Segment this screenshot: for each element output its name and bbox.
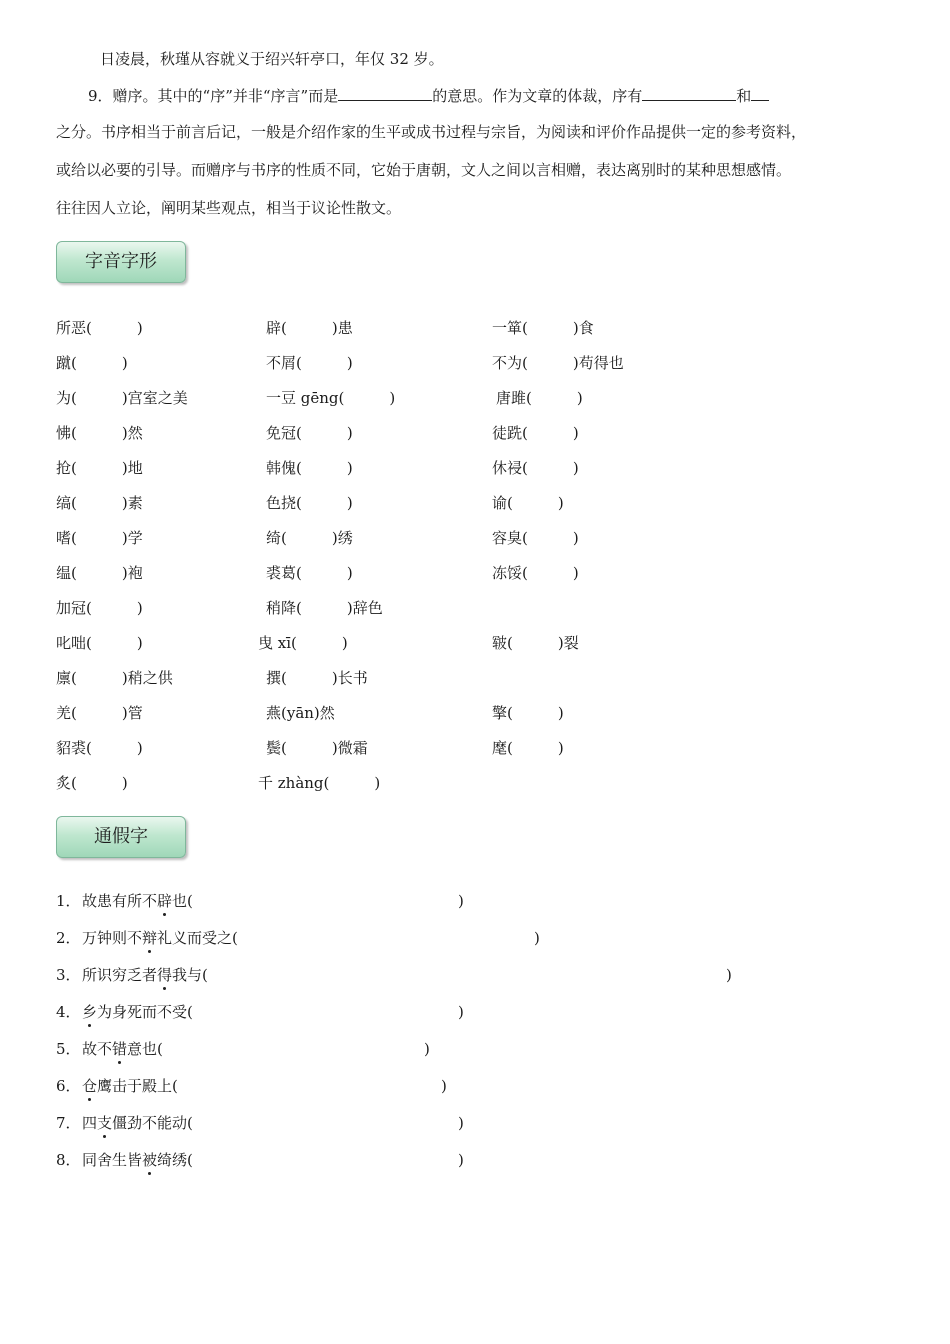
pronunciation-item: 裘葛( ) xyxy=(266,564,353,582)
item-text-before: 同舍生皆 xyxy=(82,1151,143,1169)
fill-blank-1[interactable] xyxy=(338,85,432,101)
item-text-before: 所识穷乏者 xyxy=(82,966,158,984)
emphasized-character: 错 xyxy=(112,1040,128,1058)
pronunciation-item: 不为( )苟得也 xyxy=(492,354,624,372)
answer-close-paren: ) xyxy=(726,966,732,984)
tongjiazi-item xyxy=(56,928,238,948)
answer-close-paren: ) xyxy=(458,1114,464,1132)
emphasized-character: 支 xyxy=(97,1114,113,1132)
item-number: 5． xyxy=(56,1040,81,1058)
pronunciation-item: 燕(yān)然 xyxy=(266,704,335,722)
item-number: 1． xyxy=(56,892,81,910)
item-number: 4． xyxy=(56,1003,81,1021)
pronunciation-item: 色挠( ) xyxy=(266,494,353,512)
tongjiazi-item xyxy=(56,1002,193,1022)
answer-close-paren: ) xyxy=(424,1040,430,1058)
pronunciation-item: 容臭( ) xyxy=(492,529,579,547)
answer-close-paren: ) xyxy=(534,929,540,947)
emphasized-character: 仓 xyxy=(82,1077,98,1095)
pronunciation-item: 貂裘( ) xyxy=(56,739,143,757)
item-text-before: 故不 xyxy=(82,1040,113,1058)
pronunciation-item: 免冠( ) xyxy=(266,424,353,442)
intro-line-2 xyxy=(88,85,769,106)
pronunciation-item: 辟( )患 xyxy=(266,319,353,337)
pronunciation-item: 炙( ) xyxy=(56,774,128,792)
intro-line-2a: 9．赠序。其中的“序”并非“序言”而是 xyxy=(88,87,339,105)
pronunciation-item: 一箪( )食 xyxy=(492,319,594,337)
item-text-after: 僵劲不能动( xyxy=(112,1114,193,1132)
emphasized-character: 乡 xyxy=(82,1003,98,1021)
pronunciation-item: 稍降( )辞色 xyxy=(266,599,383,617)
item-number: 2． xyxy=(56,929,81,947)
item-text-after: 礼义而受之( xyxy=(157,929,238,947)
fill-blank-3[interactable] xyxy=(751,85,769,101)
pronunciation-item: 怫( )然 xyxy=(56,424,143,442)
pronunciation-item: 鬓( )微霜 xyxy=(266,739,368,757)
item-text-after: 也( xyxy=(172,892,193,910)
pronunciation-item: 叱咄( ) xyxy=(56,634,143,652)
pronunciation-item: 为( )宫室之美 xyxy=(56,389,188,407)
item-text-before: 万钟则不 xyxy=(82,929,143,947)
pronunciation-item: 休祲( ) xyxy=(492,459,579,477)
item-text-before: 四 xyxy=(82,1114,98,1132)
item-number: 3． xyxy=(56,966,81,984)
intro-line-3: 之分。书序相当于前言后记，一般是介绍作家的生平或成书过程与宗旨，为阅读和评价作品提供一定的参考资料， xyxy=(56,123,807,141)
section-tab-pronunciation: 字音字形 xyxy=(56,241,186,283)
pronunciation-item: 千 zhàng( ) xyxy=(258,774,381,792)
intro-line-4: 或给以必要的引导。而赠序与书序的性质不同，它始于唐朝，文人之间以言相赠，表达离别时的某种思想感情。 xyxy=(56,161,792,179)
answer-close-paren: ) xyxy=(458,892,464,910)
tongjiazi-item xyxy=(56,1076,178,1096)
pronunciation-item: 抢( )地 xyxy=(56,459,143,477)
pronunciation-item: 麾( ) xyxy=(492,739,564,757)
item-text-after: 我与( xyxy=(172,966,208,984)
emphasized-character: 得 xyxy=(157,966,173,984)
emphasized-character: 被 xyxy=(142,1151,158,1169)
section-tab-tongjiazi: 通假字 xyxy=(56,816,186,858)
item-number: 7． xyxy=(56,1114,81,1132)
pronunciation-item: 一豆 gēng( ) xyxy=(266,389,396,407)
pronunciation-item: 羌( )管 xyxy=(56,704,143,722)
emphasized-character: 辟 xyxy=(157,892,173,910)
intro-line-2b: 的意思。作为文章的体裁，序有 xyxy=(432,87,643,105)
item-text-after: 鹰击于殿上( xyxy=(97,1077,178,1095)
tongjiazi-item xyxy=(56,891,193,911)
pronunciation-item: 冻馁( ) xyxy=(492,564,579,582)
tongjiazi-item xyxy=(56,1150,193,1170)
tongjiazi-item xyxy=(56,965,208,985)
fill-blank-2[interactable] xyxy=(642,85,736,101)
pronunciation-item: 徒跣( ) xyxy=(492,424,579,442)
item-number: 8． xyxy=(56,1151,81,1169)
pronunciation-item: 皲( )裂 xyxy=(492,634,579,652)
item-text-before: 故患有所不 xyxy=(82,892,158,910)
item-text-after: 绮绣( xyxy=(157,1151,193,1169)
item-text-after: 为身死而不受( xyxy=(97,1003,193,1021)
pronunciation-item: 绮( )绣 xyxy=(266,529,353,547)
pronunciation-item: 韩傀( ) xyxy=(266,459,353,477)
item-number: 6． xyxy=(56,1077,81,1095)
pronunciation-item: 谕( ) xyxy=(492,494,564,512)
pronunciation-item: 蹴( ) xyxy=(56,354,128,372)
pronunciation-item: 撰( )长书 xyxy=(266,669,368,687)
answer-close-paren: ) xyxy=(441,1077,447,1095)
intro-line-2c: 和 xyxy=(736,87,752,105)
tongjiazi-item xyxy=(56,1113,193,1133)
answer-close-paren: ) xyxy=(458,1151,464,1169)
pronunciation-item: 擎( ) xyxy=(492,704,564,722)
intro-line-5: 往往因人立论，阐明某些观点，相当于议论性散文。 xyxy=(56,199,402,217)
emphasized-character: 辩 xyxy=(142,929,158,947)
pronunciation-item: 廪( )稍之供 xyxy=(56,669,173,687)
pronunciation-item: 曳 xī( ) xyxy=(258,634,348,652)
pronunciation-item: 唐雎( ) xyxy=(496,389,583,407)
item-text-after: 意也( xyxy=(127,1040,163,1058)
pronunciation-item: 不屑( ) xyxy=(266,354,353,372)
tongjiazi-item xyxy=(56,1039,163,1059)
answer-close-paren: ) xyxy=(458,1003,464,1021)
pronunciation-item: 缊( )袍 xyxy=(56,564,143,582)
pronunciation-item: 加冠( ) xyxy=(56,599,143,617)
intro-line-1: 日凌晨，秋瑾从容就义于绍兴轩亭口，年仅 32 岁。 xyxy=(100,50,444,68)
pronunciation-item: 缟( )素 xyxy=(56,494,143,512)
pronunciation-item: 嗜( )学 xyxy=(56,529,143,547)
pronunciation-item: 所恶( ) xyxy=(56,319,143,337)
